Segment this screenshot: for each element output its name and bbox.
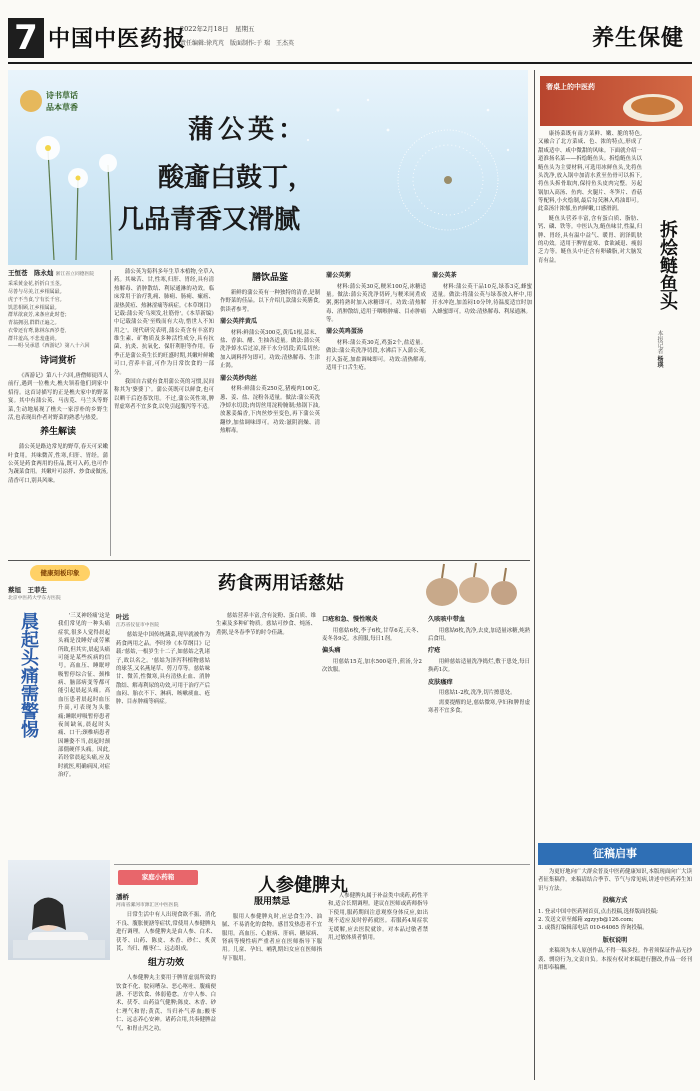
- fish-reporter-label: 本报记者: [656, 330, 663, 354]
- hero-title-sub: 几品青香又滑腻: [118, 205, 301, 235]
- sleeping-woman-illustration: [8, 860, 110, 960]
- notice-title: 征稿启事: [593, 847, 637, 860]
- family-sec2-title: 服用禁忌: [253, 897, 290, 907]
- recipe4-title: 蒲公英鸡蛋汤: [326, 328, 364, 336]
- notice-req1: 1. 登录中国中医药网首页,点击投稿,选择版面投稿;: [538, 908, 658, 915]
- family-banner-label: 家庭小药箱: [141, 873, 175, 881]
- family-sec2-text: 服用人参健脾丸时,应忌食生冷、油腻、不易消化的食物。感冒发热患者不宜服用。高血压、心脏病、肝病、糖尿病、肾病等慢性病严重者应在医师指导下服用。儿童、孕妇、哺乳期妇女应在医师指导下服用。: [222, 913, 322, 962]
- cigu-r1-text: 用慈姑6枚,李子6枚,甘草6克,天冬、麦冬各9克。水煎服,每日1剂。: [322, 627, 422, 642]
- page-number: 7: [14, 18, 38, 58]
- main-article-col2: [114, 268, 214, 558]
- cigu-note: 需要提醒的是,慈姑微寒,孕妇和脾胃虚寒者不宜多食。: [428, 699, 530, 715]
- notice-copy-title: 版权说明: [602, 936, 628, 944]
- hero-title-main: 酸齑白鼓丁，: [158, 163, 315, 193]
- family-intro: 日常生活中有人出现食欲不振、消化不良、腹胀便溏等症状,常使用人参健脾丸进行调理。人参健脾丸是由人参、白术、茯苓、山药、陈皮、木香、砂仁、炙黄芪、当归、酸枣仁、远志组成。: [116, 912, 216, 952]
- cigu-illustration: [414, 560, 530, 610]
- recipe5-text: 材料:蒲公英干品10克,绿茶3克,蜂蜜适量。做法:将蒲公英与绿茶放入杯中,用开水冲泡,加盖闷10分钟,待温度适宜时加入蜂蜜即可。功效:清热解毒、利尿通淋。: [432, 283, 532, 315]
- family-sec1-title: 组方功效: [147, 958, 184, 969]
- fish-title: 拆烩鲢鱼头: [657, 220, 678, 310]
- section-title: 养生保健: [591, 26, 684, 51]
- cigu-text2: 慈姑营养丰富,含有淀粉、蛋白质、维生素及多种矿物质。慈姑可炒食、炖汤、煮粥,是冬春季节的时令佳蔬。: [216, 613, 316, 636]
- cigu-r5-text: 用慈姑1-2枚,洗净,切片擦患处。: [438, 690, 516, 697]
- cigu-r2-text: 用慈姑15克,加水500毫升,煎汤,分2次饮服。: [322, 658, 422, 674]
- cigu-r3-title: 久咳咳中带血: [428, 616, 466, 623]
- divider: [114, 864, 530, 865]
- cigu-title: 药食两用话慈姑: [218, 573, 344, 594]
- cigu-col4: [428, 612, 530, 862]
- headache-banner-label: 健康刻板印象: [40, 569, 80, 577]
- cigu-r1-title: 口疮和急、慢性喉炎: [322, 616, 378, 623]
- family-col3: [328, 892, 428, 1084]
- main-article-col1: [8, 268, 108, 558]
- family-banner: [118, 870, 198, 885]
- recipe3-text: 材料:蒲公英30克,粳米100克,冰糖适量。做法:蒲公英洗净切碎,与粳米同煮成粥,粥将熟时加入冰糖即可。功效:清热解毒、消肿散结,适用于咽喉肿痛、目赤肿痛等。: [326, 283, 426, 324]
- headache-banner: [30, 565, 90, 581]
- sec2-text: 蒲公英是路边常见的野草,春天可采嫩叶食用。其味微苦,性寒,归肝、胃经。蒲公英是药食两用的佳品,既可入药,也可作为蔬菜食用。其嫩叶可凉拌、炒食或做汤,清香可口,别具风味。: [8, 444, 108, 484]
- editor-credits: 责任编辑:徐芃芃 版面制作:于 瑞 王杰英: [180, 40, 294, 47]
- notice-req2: 2. 发送文章至邮箱 zgzyyb@126.com;: [538, 917, 634, 924]
- cigu-r4-text: 用鲜慈姑适量洗净捣烂,敷于患处,每日换药1次。: [428, 658, 530, 674]
- topic-badge-line2: 品本草香: [46, 103, 78, 112]
- notice-body: [538, 868, 692, 1083]
- main-article-col5: [432, 268, 532, 558]
- right-text: 康扬菜既有南方菜鲜、嫩、脆的特色,又融合了北方菜咸、色、浓的特点,形成了甜咸适中、咸中微甜的风味。下面就介绍一道淮扬名菜——拆烩鲢鱼头。拆烩鲢鱼头以鲢鱼头为主要材料,可选用冰鲜鱼头,先将鱼头洗净,放入锅中加清水煮至鱼骨可以拆下,将鱼头拆骨取肉,保持鱼头皮肉完整。另起锅加入高汤、鱼肉、火腿片、冬笋片、香菇等配料,小火烩制,最后勾芡淋入鸡油即可。此菜汤汁浓郁,鱼肉鲜嫩,口感滑润。: [538, 131, 642, 213]
- recipe4-text: 材料:蒲公英30克,鸡蛋2个,盐适量。做法:蒲公英洗净切段,水沸后下入蒲公英,打入蛋花,加盐调味即可。功效:清热解毒,适用于口舌生疮。: [326, 340, 426, 372]
- main-article-col4: [326, 268, 426, 558]
- sleeping-woman-image: [8, 860, 110, 960]
- family-affiliation: 河南省漯河市源汇区中医医院: [116, 903, 179, 909]
- divider: [110, 270, 111, 556]
- family-sec1-text: 人参健脾丸主要用于脾胃虚弱所致的饮食不化、脘闷嘈杂、恶心呕吐、腹痛便溏、不思饮食、体弱倦怠。方中人参、白术、茯苓、山药益气健脾;陈皮、木香、砂仁理气和胃;黄芪、当归补气养血;酸枣仁、远志养心安神。诸药合用,共奏健脾益气、和胃止泻之功。: [116, 975, 216, 1032]
- cigu-r3-text: 用慈姑6枚,洗净,去皮,加适量冰糖,炖熟后食用。: [428, 627, 530, 642]
- topic-badge-line1: 诗书草话: [46, 91, 78, 100]
- cigu-col2: [216, 612, 316, 862]
- notice-intro: 为更好地向广大群众普及中医药健康知识,本版现面向广大读者征集稿件。来稿请结合季节、节气与常见病,讲述中医药养生知识与方法。: [538, 869, 692, 892]
- notice-copy-text: 来稿须为本人原创作品,不得一稿多投。作者须保证作品无抄袭、剽窃行为,文责自负。本报有权对来稿进行删改,作品一经刊用即奉稿酬。: [538, 948, 692, 972]
- fish-dish-illustration: [620, 86, 686, 124]
- family-col3-text: 人参健脾丸属于补益类中成药,药性平和,适合长期调理。建议在医师或药师指导下使用,服药期间注意观察身体反应,如出现不适应及时停药就医。若服药4周症状无缓解,应去医院就诊。对本品过敏者禁用,过敏体质者慎用。: [328, 893, 428, 941]
- recipe1-text: 材料:鲜蒲公英300克,黄瓜1根,蒜末、盐、香油、醋、生抽各适量。做法:蒲公英洗净焯水后过凉,挤干水分切段;黄瓜切丝;加入调料拌匀即可。功效:清热解毒、生津止渴。: [220, 329, 320, 370]
- cigu-affiliation: 江苏省仪征市中医院: [116, 623, 160, 629]
- cigu-text: 慈姑是中国传统蔬菜,现早就被作为药食两用之品。李时珍《本草纲目》记载:'慈姑,一根岁生十二子,如慈姑之乳诸子,故以名之。'慈姑为泽泻科植物慈姑的球茎,又名燕尾草、剪刀草等。慈姑味甘、微苦,性微寒,具有清热止血、消肿散结、解毒利尿的功效,可用于治疗产后血闷、胎衣不下、淋病、咳嗽痰血、疮肿、目赤肿痛等病症。: [116, 632, 210, 706]
- headache-author: 蔡旭 王菲生: [8, 586, 47, 594]
- issue-date: 2022年2月18日 星期五: [180, 25, 255, 33]
- headache-title: 晨起头痛需警惕: [18, 612, 39, 738]
- right-text-col: [538, 130, 642, 840]
- recipe3-title: 蒲公英粥: [326, 272, 351, 279]
- sec2-title: 养生解读: [39, 427, 76, 438]
- family-col1: [116, 892, 216, 1084]
- sec1-title: 诗词赏析: [39, 356, 76, 367]
- fish-reporter: [646, 330, 664, 368]
- main-affiliation: 浙江省立同德医院: [55, 272, 95, 277]
- paper-name: 中国中医药报: [48, 26, 187, 52]
- recipe2-text: 材料:鲜蒲公英250克,猪瘦肉100克,葱、姜、盐、淀粉各适量。做法:蒲公英洗净焯水切段;肉切丝用淀粉腌制;热锅下油,放葱姜煸香,下肉丝炒至变色,再下蒲公英翻炒,加盐调味即可。功效:滋阴润燥、清热解毒。: [220, 386, 320, 435]
- hero-banner: [8, 70, 528, 265]
- topic-badge: [16, 84, 102, 120]
- notice-req3: 3. 或拨打编辑部电话 010-64065 咨询投稿。: [538, 925, 648, 932]
- fish-reporter-name: 杨瑛: [656, 355, 663, 368]
- headache-text: '三叉神经痛'这是我们常见的一种头痛症状,很多人觉得晨起头痛是没睡好或劳累所致,但其实,晨起头痛可能是某些疾病的信号。高血压、睡眠呼吸暂停综合征、颈椎病、脑部病变等都可能引起晨起头痛。高血压患者晨起时血压升高,可表现为头胀痛;睡眠呼吸暂停患者夜间缺氧,晨起时头痛、口干;颈椎病患者因睡姿不当,晨起时颈部僵硬伴头痛。因此,若经常晨起头痛,应及时就医,明确病因,对症治疗。: [58, 613, 110, 779]
- headache-text-col: [58, 612, 110, 860]
- cigu-r4-title: 疔疮: [428, 647, 441, 655]
- family-author: 潘桥: [116, 893, 129, 901]
- cigu-col1: [116, 612, 210, 862]
- diet-title: 膳饮品鉴: [251, 273, 288, 283]
- family-col2: [222, 892, 322, 1084]
- col2-text: 蒲公英为菊科多年生草本植物,全草入药。其味苦、甘,性寒,归肝、胃经,具有清热解毒、消肿散结、利尿通淋的功效。临床常用于治疗乳痈、肺痈、肠痈、瘰疬、湿热黄疸、热淋涩痛等病症。《本草纲目》记载:蒲公英'乌须发,壮筋骨'。《本草新编》中记载蒲公英'至贱而有大功,惜世人不知用之'。现代研究表明,蒲公英含有丰富的维生素、矿物质及多种活性成分,具有抗菌、抗炎、抗氧化、保肝利胆等作用。春季正是蒲公英生长的旺盛时期,其嫩叶鲜嫩可口,营养丰富,可作为日常饮食的一部分。: [114, 269, 214, 376]
- ginseng-title: 人参健脾丸: [258, 875, 348, 896]
- diet-intro: 新鲜的蒲公英有一种独特的清香,是制作野菜的佳品。以下介绍几款蒲公英膳食,供读者参考。: [220, 289, 320, 313]
- main-author: 王恒苍 陈永灿: [8, 269, 54, 277]
- recipe1-title: 蒲公英拌黄瓜: [220, 318, 258, 326]
- col3-text: 我国自古就有食用蒲公英的习惯,民间称其为'婆婆丁'。蒲公英既可以鲜食,也可以晒干后泡茶饮用。不过,蒲公英性寒,脾胃虚寒者不宜多食,以免引起腹泻等不适。: [114, 378, 214, 410]
- header-rule: [8, 62, 692, 64]
- main-article-col3: [220, 268, 320, 558]
- cigu-author: 叶远: [116, 613, 129, 621]
- page-number-block: [8, 18, 44, 58]
- right-label: 奢桌上的中医药: [546, 83, 595, 91]
- headache-author-block: [8, 585, 108, 602]
- cigu-r2-title: 偏头痛: [322, 647, 341, 655]
- hero-title-top: 蒲公英：: [188, 115, 309, 145]
- notice-req-title: 投稿方式: [602, 897, 628, 905]
- recipe5-title: 蒲公英茶: [432, 272, 457, 279]
- herb-icon: [20, 90, 42, 112]
- main-poem: 采采黄金花,折折白玉茎。 尽善与尽美,江乡相属最。 虎子不当食,宁有长千官。 饥思相顾,江乡相属最。 群草欲衰芳,来条应此时苍； 青翁拥羽,群群正遍之。 衣带还有鸢,陈林东西岁苍, 群井羞高,不悲羞蓬尚。 ——明·吴承恩《西游记》第八十六回: [8, 281, 90, 350]
- notice-title-bar: [538, 843, 692, 865]
- sec1-text: 《西游记》第八十六回,唐僧师徒四人前行,遇到一位樵夫,樵夫领着他们到家中招待。这首诗描写的正是樵夫家中的野菜宴。其中有蒲公英、马齿苋、马兰头等野菜,生动地展现了樵夫一家淳朴的乡野生活,也表现出作者对野菜的熟悉与热爱。: [8, 373, 108, 421]
- right-text2: 鲢鱼头营养丰富,含有蛋白质、脂肪、钙、磷、铁等。中医认为,鲢鱼味甘,性温,归脾、胃经,具有温中益气、暖胃、润泽肌肤的功效。适用于脾胃虚寒、食欲减退、瘦弱乏力等。鲢鱼头中还含有卵磷脂,对大脑发育有益。: [538, 215, 642, 264]
- cigu-col3: [322, 612, 422, 862]
- fish-head-image: [620, 86, 686, 124]
- cigu-bulbs-image: [414, 560, 530, 610]
- cigu-r5-title: 皮肤瘙痒: [428, 678, 453, 686]
- headache-affiliation: 北京中医药大学东方医院: [8, 596, 61, 602]
- recipe2-title: 蒲公英炒肉丝: [220, 374, 258, 382]
- divider: [534, 70, 535, 1080]
